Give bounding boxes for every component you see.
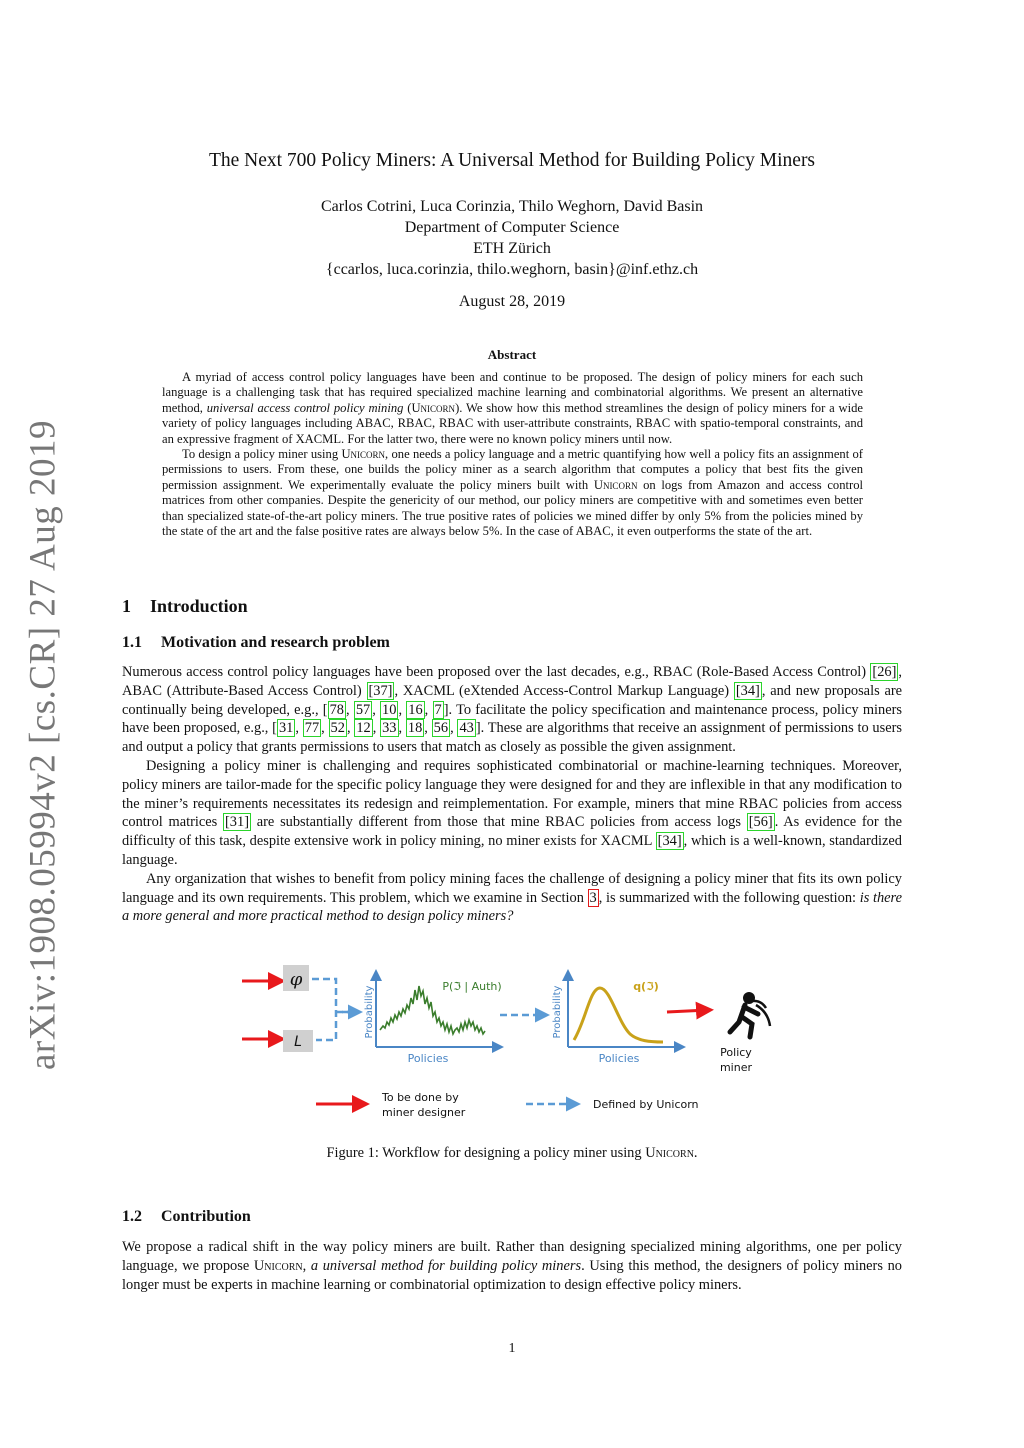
chart-2-title: q(ℑ): [633, 980, 659, 993]
legend-red-label-line-2: miner designer: [382, 1106, 466, 1119]
l-label: L: [294, 1034, 302, 1050]
paper-title: The Next 700 Policy Miners: A Universal Method for Building Policy Miners: [208, 150, 816, 171]
policy-miner-label-line-1: Policy: [720, 1046, 752, 1059]
chart-1-noisy-distribution: [380, 986, 485, 1034]
arxiv-identifier: arXiv:1908.05994v2 [cs.CR] 27 Aug 2019: [22, 419, 64, 1071]
policy-miner-icon: [730, 992, 770, 1037]
paper-date: August 28, 2019: [458, 293, 566, 310]
citation-link[interactable]: 10: [382, 701, 397, 718]
citation-link[interactable]: 56: [433, 720, 449, 737]
motivation-paragraph-3: Any organization that wishes to benefit from policy mining faces the challenge of designing a policy miner that fits its own policy language and its own requirements. This problem, which we examine in Section 3 , is summarized with the following question: is there a more general and more practical method to design policy miners?: [122, 870, 903, 925]
motivation-body: [122, 663, 902, 926]
subsection-heading-motivation: 1.1 Motivation and research problem: [122, 634, 390, 651]
page-number: 1: [508, 1341, 516, 1356]
motivation-paragraph-1: Numerous access control policy languages have been proposed over the last decades, e.g., RBAC (Role-Based Access Control) [26] , ABAC (Attribute-Based Access Control) [37] , XACML (eXtended Access-Control Markup Language) [34] , and new proposals are continually being developed, e.g., [ 78 , 57 , 10 , 16 , 7 ]. To facilitate the policy specification and maintenance process, policy miners have been proposed, e.g., [ 31 , 77 , 52 , 12 , 33 , 18 , 56 , 43 ]. These are algorithms that receive an assignment of permissions to users and output a policy that grants permissions to users that match as closely as possible the given assignment.: [122, 664, 903, 756]
abstract-heading: Abstract: [487, 347, 537, 362]
author-block: [0, 196, 1024, 280]
chart-1-x-axis-label: Policies: [407, 1052, 449, 1065]
citation-link[interactable]: [37]: [368, 682, 393, 699]
citation-link[interactable]: 33: [382, 720, 397, 737]
policy-miner-label-line-2: miner: [719, 1061, 753, 1074]
chart-2-x-axis-label: Policies: [598, 1052, 640, 1065]
arxiv-sidebar: [8, 419, 78, 1071]
section-reference-link[interactable]: 3: [589, 889, 597, 906]
citation-link[interactable]: 78: [329, 701, 344, 718]
chart-2-y-axis-label: Probability: [552, 985, 563, 1039]
chart-1-y-axis-label: Probability: [364, 985, 375, 1039]
dashed-connector: [312, 979, 358, 1040]
citation-link[interactable]: 43: [459, 720, 474, 737]
author-names: Carlos Cotrini, Luca Corinzia, Thilo Weghorn, David Basin: [320, 198, 704, 215]
arrow-to-policy-miner: [667, 1010, 708, 1012]
citation-link[interactable]: 16: [408, 701, 423, 718]
citation-link[interactable]: [34]: [657, 833, 682, 850]
abstract-paragraph-1: A myriad of access control policy languages have been and continue to be proposed. The design of policy miners for each such language is a challenging task that has required specialized machine learning and combinatorial algorithms. We present an alternative method, universal access control policy mining (Unicorn). We show how this method streamlines the design of policy miners for a wide variety of policy languages including ABAC, RBAC, RBAC with user-attribute constraints, RBAC with spatio-temporal constraints, and an expressive fragment of XACML. For the latter two, there were no known policy miners until now.: [162, 370, 863, 446]
chart-2-smooth-distribution: [574, 988, 663, 1042]
legend-red-label-line-1: To be done by: [382, 1091, 459, 1104]
chart-1-title: P(ℑ | Auth): [442, 980, 502, 993]
citation-link[interactable]: 18: [407, 720, 423, 737]
contribution-body: [122, 1238, 902, 1294]
citation-link[interactable]: 12: [356, 720, 371, 737]
phi-label: φ: [289, 969, 303, 990]
citation-link[interactable]: [34]: [735, 682, 760, 699]
citation-link[interactable]: 77: [304, 720, 320, 737]
contribution-paragraph-1: We propose a radical shift in the way policy miners are built. Rather than designing specialized mining algorithms, one per policy language, we propose Unicorn, a universal method for building policy miners. Using this method, the designers of policy miners no longer must be experts in machine learning or combinatorial optimization to design effective policy miners.: [122, 1239, 902, 1293]
citation-link[interactable]: 52: [330, 720, 345, 737]
section-heading-introduction: 1 Introduction: [122, 596, 248, 616]
author-emails: {ccarlos, luca.corinzia, thilo.weghorn, basin}@inf.ethz.ch: [325, 261, 699, 278]
legend-blue-label: Defined by Unicorn: [593, 1098, 699, 1111]
author-department: Department of Computer Science: [404, 219, 620, 236]
citation-link[interactable]: 57: [355, 701, 371, 718]
figure-1-workflow-diagram: [230, 960, 790, 1130]
citation-link[interactable]: [26]: [872, 664, 897, 680]
abstract-paragraph-2: To design a policy miner using Unicorn, one needs a policy language and a metric quantifying how well a policy fits an assignment of permissions to users. From these, one builds the policy miner as a search algorithm that computes a policy that best fits the given permission assignment. We experimentally evaluate the policy miners built with Unicorn on logs from Amazon and access control matrices from other companies. Despite the genericity of our method, our policy miners are competitive with and sometimes even better than specialized state-of-the-art policy miners. The true positive rates of policies we mined differ by only 5% from the policies mined by the state of the art and the false positive rates are always below 5%. In the case of ABAC, it even outperforms the state of the art.: [162, 447, 863, 539]
citation-link[interactable]: [31]: [225, 814, 249, 831]
author-institution: ETH Zürich: [473, 240, 551, 257]
citation-link[interactable]: [56]: [748, 814, 773, 831]
citation-link[interactable]: 31: [278, 720, 294, 737]
abstract-body: [162, 370, 863, 539]
figure-1-caption: Figure 1: Workflow for designing a policy miner using Unicorn.: [326, 1145, 698, 1161]
motivation-paragraph-2: Designing a policy miner is challenging and requires sophisticated combinatorial or machine-learning techniques. Moreover, policy miners are tailor-made for the specific policy language they were designed for and they are inflexible in that any modification to the miner’s requirements necessitates its redesign and reimplementation. For example, miners that mine RBAC policies from access control matrices [31] are substantially different from those that mine RBAC policies from access logs [56] . As evidence for the difficulty of this task, despite extensive work in policy mining, no miner exists for XACML [34] , which is a well-known, standardized language.: [122, 757, 902, 868]
citation-link[interactable]: 7: [434, 701, 442, 718]
subsection-heading-contribution: 1.2 Contribution: [122, 1208, 251, 1225]
